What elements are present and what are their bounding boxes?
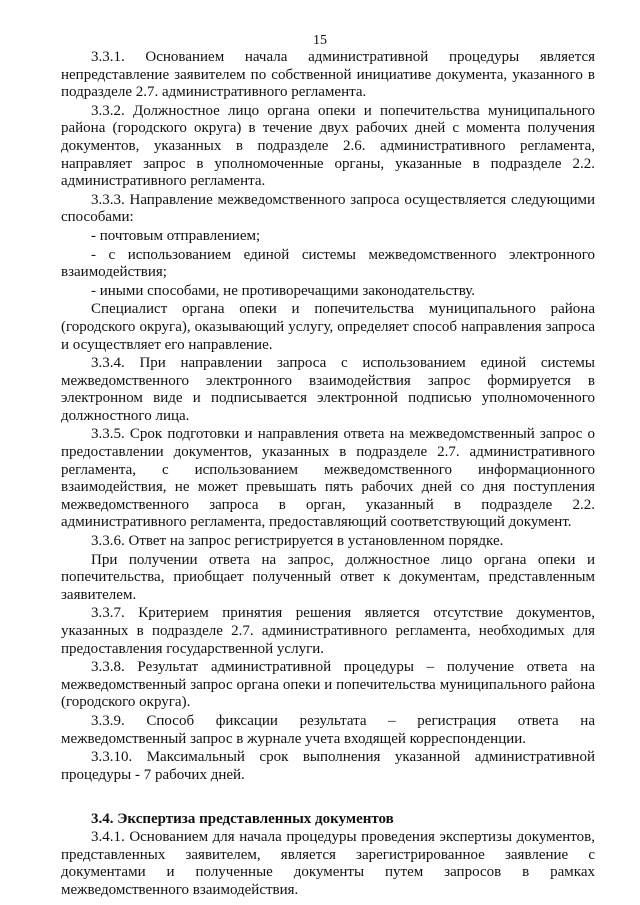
paragraph-3-3-1: 3.3.1. Основанием начала административной процедуры является непредставление заявителем по собственной инициативе документа, указанного в подразделе 2.7. административного регламента. (61, 49, 595, 101)
list-item-postal: - почтовым отправлением; (91, 227, 261, 244)
paragraph-specialist: Специалист органа опеки и попечительства муниципального района (городского округа), оказывающий услугу, определяет способ направления запроса и осуществляет его направление. (61, 301, 595, 353)
list-item-electronic-system: - с использованием единой системы межведомственного электронного взаимодействия; (61, 246, 595, 281)
paragraph-3-4-1: 3.4.1. Основанием для начала процедуры проведения экспертизы документов, представленных заявителем, является зарегистрированное заявление с документами и полученные документы путем запросов в рамках межведомственного взаимодействия. (61, 828, 595, 898)
document-body (61, 48, 595, 899)
section-heading: 3.4. Экспертиза представленных документов (91, 811, 394, 828)
paragraph-3-3-9: 3.3.9. Способ фиксации результата – регистрация ответа на межведомственный запрос в журнале учета входящей корреспонденции. (61, 712, 595, 747)
paragraph-3-3-7: 3.3.7. Критерием принятия решения является отсутствие документов, указанных в подразделе 2.7. административного регламента, необходимых для предоставления государственной услуги. (61, 605, 595, 657)
paragraph-3-3-8: 3.3.8. Результат административной процедуры – получение ответа на межведомственный запрос органа опеки и попечительства муниципального района (городского округа). (61, 659, 595, 711)
paragraph-3-3-6: 3.3.6. Ответ на запрос регистрируется в установленном порядке. (91, 533, 504, 550)
paragraph-3-3-4: 3.3.4. При направлении запроса с использованием единой системы межведомственного электронного взаимодействия запрос формируется в электронном виде и подписывается электронной подписью уполномоченного должностного лица. (61, 355, 595, 424)
paragraph-answer-attach: При получении ответа на запрос, должностное лицо органа опеки и попечительства, приобщает полученный ответ к документам, представленным заявителем. (61, 551, 595, 603)
paragraph-3-3-3: 3.3.3. Направление межведомственного запроса осуществляется следующими способами: (61, 191, 595, 226)
list-item-other-methods: - иными способами, не противоречащими законодательству. (91, 282, 476, 299)
paragraph-3-3-5: 3.3.5. Срок подготовки и направления ответа на межведомственный запрос о предоставлении документов, указанных в подразделе 2.7. административного регламента, с использованием межведомственного информационного взаимодействия, не может превышать пять рабочих дней со дня поступления межведомственного запроса в орган, указанный в подразделе 2.2. административного регламента, предоставляющий соответствующий документ. (61, 426, 595, 531)
paragraph-3-3-2: 3.3.2. Должностное лицо органа опеки и попечительства муниципального района (городского округа) в течение двух рабочих дней с момента получения документов, указанных в подразделе 2.6. административного регламента, направляет запрос в уполномоченные органы, указанные в подразделе 2.2. административного регламента. (61, 102, 595, 190)
page-number: 15 (313, 33, 327, 48)
paragraph-3-3-10: 3.3.10. Максимальный срок выполнения указанной административной процедуры - 7 рабочих дней. (61, 749, 595, 783)
